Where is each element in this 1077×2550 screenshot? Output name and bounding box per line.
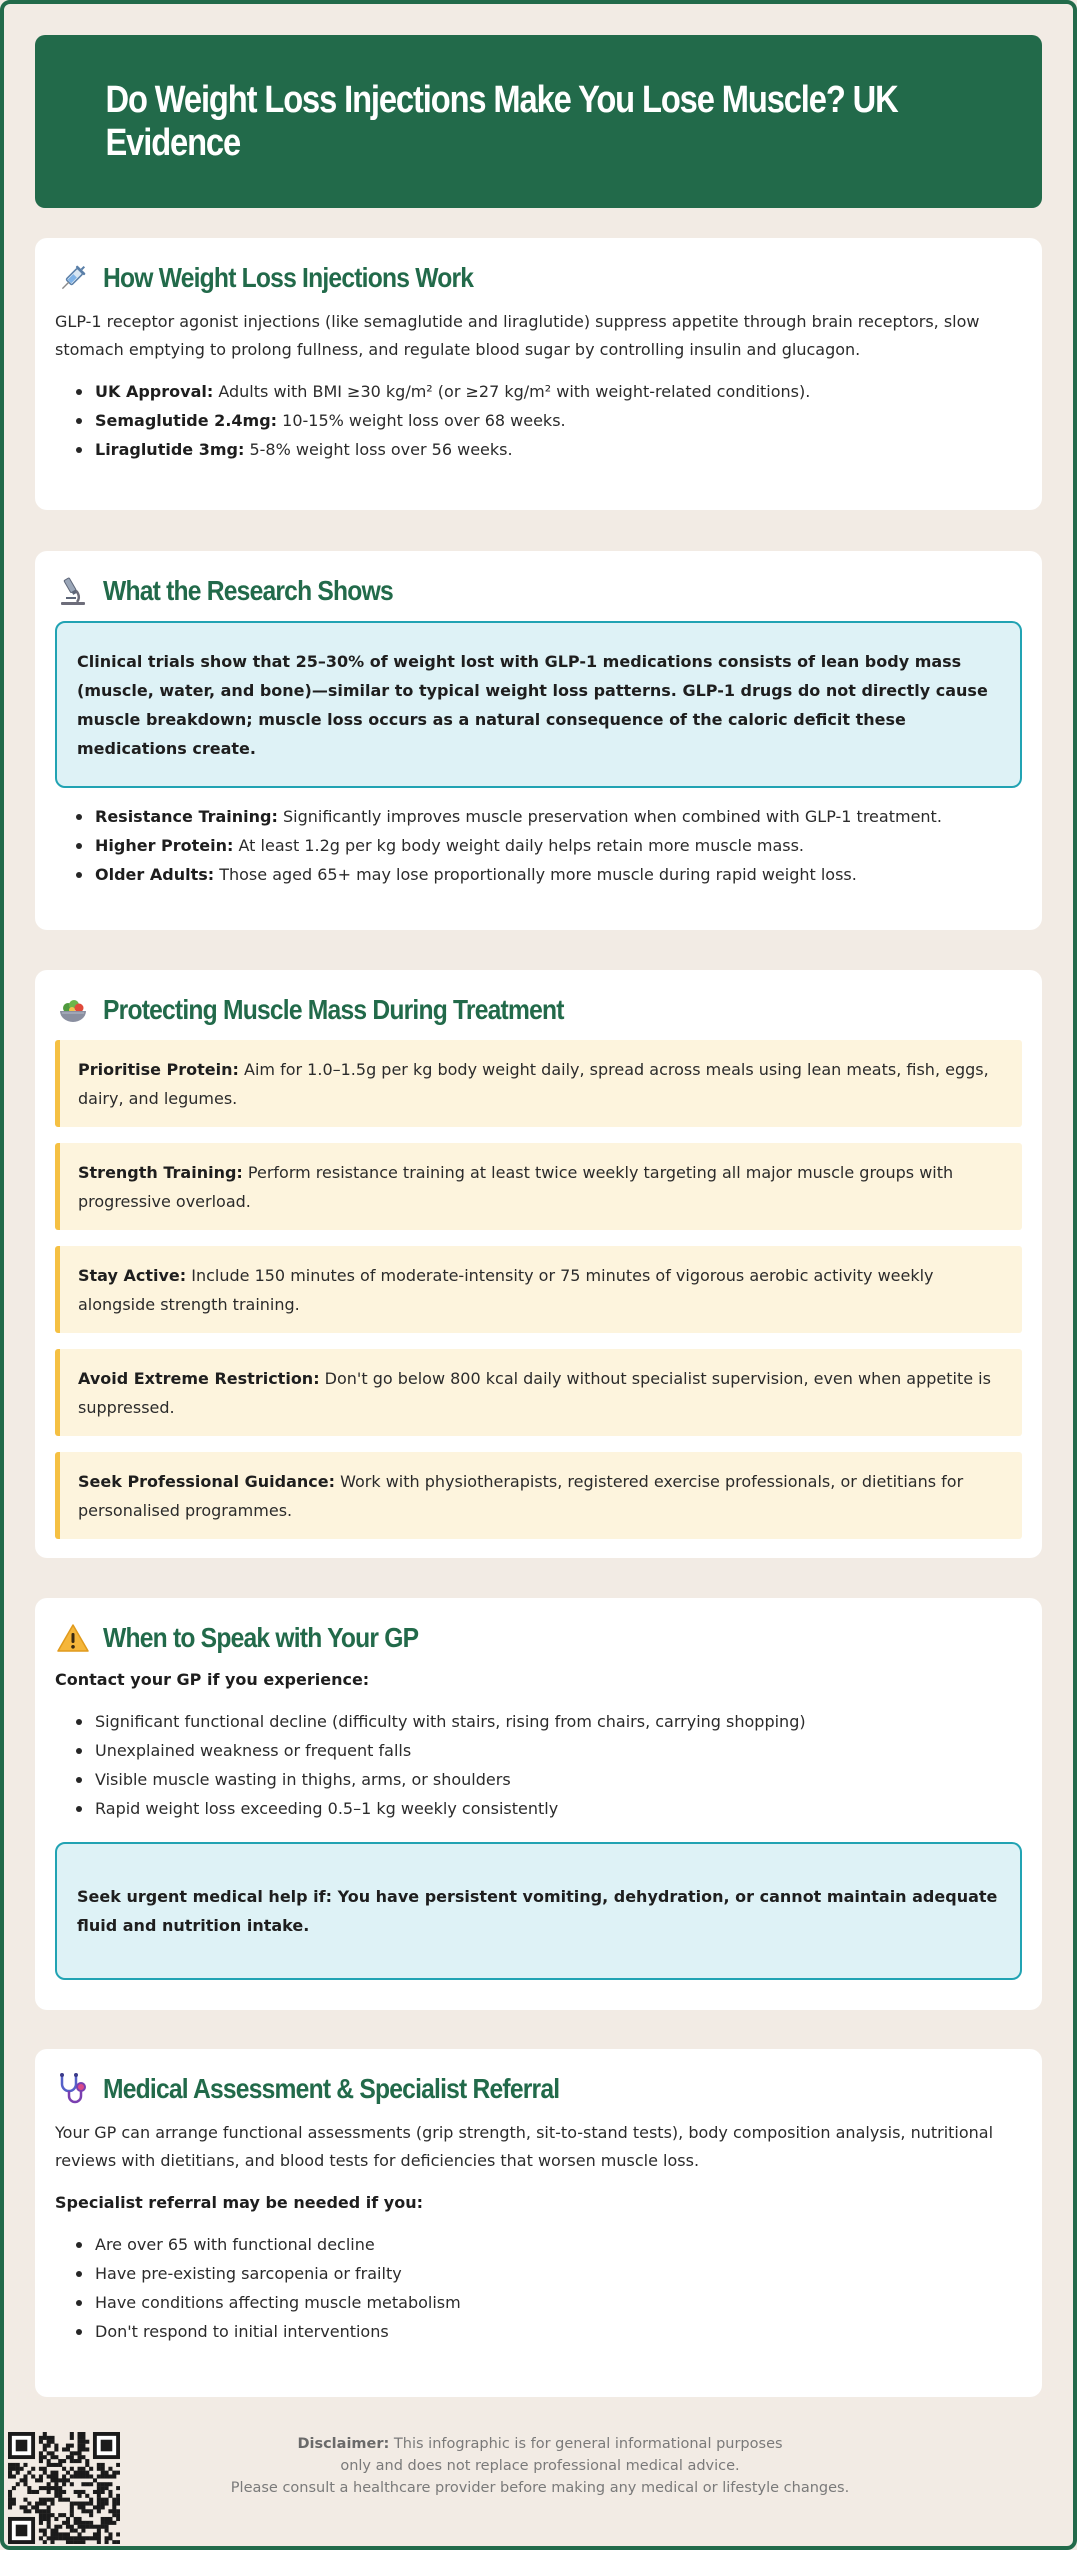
card-header — [55, 573, 1022, 609]
page-title: Do Weight Loss Injections Make You Lose Muscle? UK Evidence — [105, 78, 898, 164]
disclaimer-line: only and does not replace professional medical advice. — [340, 2458, 740, 2474]
assessment-intro: Your GP can arrange functional assessments (grip strength, sit-to-stand tests), body composition analysis, nutritional reviews with dietitians, and blood tests for deficiencies that worsen muscle loss. — [55, 2123, 994, 2170]
card-title: When to Speak with Your GP — [103, 1622, 419, 1653]
card-how-injections-work — [35, 238, 1042, 510]
card-title: Medical Assessment & Specialist Referral — [103, 2073, 560, 2104]
tip-item: Avoid Extreme Restriction: Don't go below 800 kcal daily without specialist supervision, even when appetite is suppressed. — [55, 1349, 1022, 1436]
tip-item: Seek Professional Guidance: Work with physiotherapists, registered exercise professionals, or dietitians for personalised programmes. — [55, 1452, 1022, 1539]
disclaimer-label: Disclaimer: — [297, 2436, 390, 2452]
salad-bowl-icon — [55, 992, 91, 1028]
tip-item: Strength Training: Perform resistance training at least twice weekly targeting all major muscle groups with progressive overload. — [55, 1143, 1022, 1230]
card-research — [35, 551, 1042, 930]
list-item: Are over 65 with functional decline — [75, 2230, 1022, 2259]
referral-lead: Specialist referral may be needed if you: — [55, 2193, 423, 2212]
card-header — [55, 992, 1022, 1028]
list-item: Unexplained weakness or frequent falls — [75, 1736, 1022, 1765]
list-item: Rapid weight loss exceeding 0.5–1 kg weekly consistently — [75, 1794, 1022, 1823]
research-callout — [55, 621, 1022, 788]
tip-item: Stay Active: Include 150 minutes of moderate-intensity or 75 minutes of vigorous aerobic activity weekly alongside strength training. — [55, 1246, 1022, 1333]
qr-code-icon[interactable] — [8, 2432, 120, 2544]
approval-list — [55, 377, 1022, 464]
card-header — [55, 1620, 1022, 1656]
urgent-callout — [55, 1842, 1022, 1980]
list-item: Have pre-existing sarcopenia or frailty — [75, 2259, 1022, 2288]
syringe-icon — [55, 260, 91, 296]
gp-symptom-list — [55, 1707, 1022, 1823]
list-item: Have conditions affecting muscle metabolism — [75, 2288, 1022, 2317]
card-protecting-muscle — [35, 970, 1042, 1558]
urgent-callout-text: Seek urgent medical help if: You have persistent vomiting, dehydration, or cannot maintain adequate fluid and nutrition intake. — [77, 1887, 998, 1935]
list-item: Liraglutide 3mg: 5-8% weight loss over 56 weeks. — [75, 435, 1022, 464]
tips-list — [55, 1040, 1022, 1539]
list-item: Don't respond to initial interventions — [75, 2317, 1022, 2346]
card-speak-with-gp — [35, 1598, 1042, 2010]
research-list — [55, 802, 1022, 889]
disclaimer-line: This infographic is for general informational purposes — [389, 2436, 783, 2452]
card-title: Protecting Muscle Mass During Treatment — [103, 994, 564, 1025]
card-header — [55, 2071, 1022, 2107]
card-medical-assessment — [35, 2049, 1042, 2397]
list-item: Older Adults: Those aged 65+ may lose proportionally more muscle during rapid weight loss. — [75, 860, 1022, 889]
list-item: Significant functional decline (difficulty with stairs, rising from chairs, carrying shopping) — [75, 1707, 1022, 1736]
list-item: Higher Protein: At least 1.2g per kg body weight daily helps retain more muscle mass. — [75, 831, 1022, 860]
list-item: Resistance Training: Significantly improves muscle preservation when combined with GLP-1 treatment. — [75, 802, 1022, 831]
referral-list — [55, 2230, 1022, 2346]
card-header — [55, 260, 1022, 296]
research-callout-text: Clinical trials show that 25–30% of weight lost with GLP-1 medications consists of lean body mass (muscle, water, and bone)—similar to typical weight loss patterns. GLP-1 drugs do not directly cause muscle breakdown; muscle loss occurs as a natural consequence of the caloric deficit these medications create. — [77, 651, 988, 758]
warning-icon — [55, 1620, 91, 1656]
list-item: UK Approval: Adults with BMI ≥30 kg/m² (or ≥27 kg/m² with weight-related conditions). — [75, 377, 1022, 406]
list-item: Semaglutide 2.4mg: 10-15% weight loss over 68 weeks. — [75, 406, 1022, 435]
disclaimer — [120, 2433, 960, 2499]
card-intro: GLP-1 receptor agonist injections (like semaglutide and liraglutide) suppress appetite through brain receptors, slow stomach emptying to prolong fullness, and regulate blood sugar by controlling insulin and glucagon. — [55, 312, 980, 359]
disclaimer-line: Please consult a healthcare provider before making any medical or lifestyle changes. — [230, 2480, 850, 2496]
stethoscope-icon — [55, 2071, 91, 2107]
gp-lead: Contact your GP if you experience: — [55, 1670, 370, 1689]
card-title: What the Research Shows — [103, 575, 393, 606]
page-header — [35, 35, 1042, 208]
tip-item: Prioritise Protein: Aim for 1.0–1.5g per kg body weight daily, spread across meals using lean meats, fish, eggs, dairy, and legumes. — [55, 1040, 1022, 1127]
microscope-icon — [55, 573, 91, 609]
card-title: How Weight Loss Injections Work — [103, 262, 474, 293]
list-item: Visible muscle wasting in thighs, arms, or shoulders — [75, 1765, 1022, 1794]
